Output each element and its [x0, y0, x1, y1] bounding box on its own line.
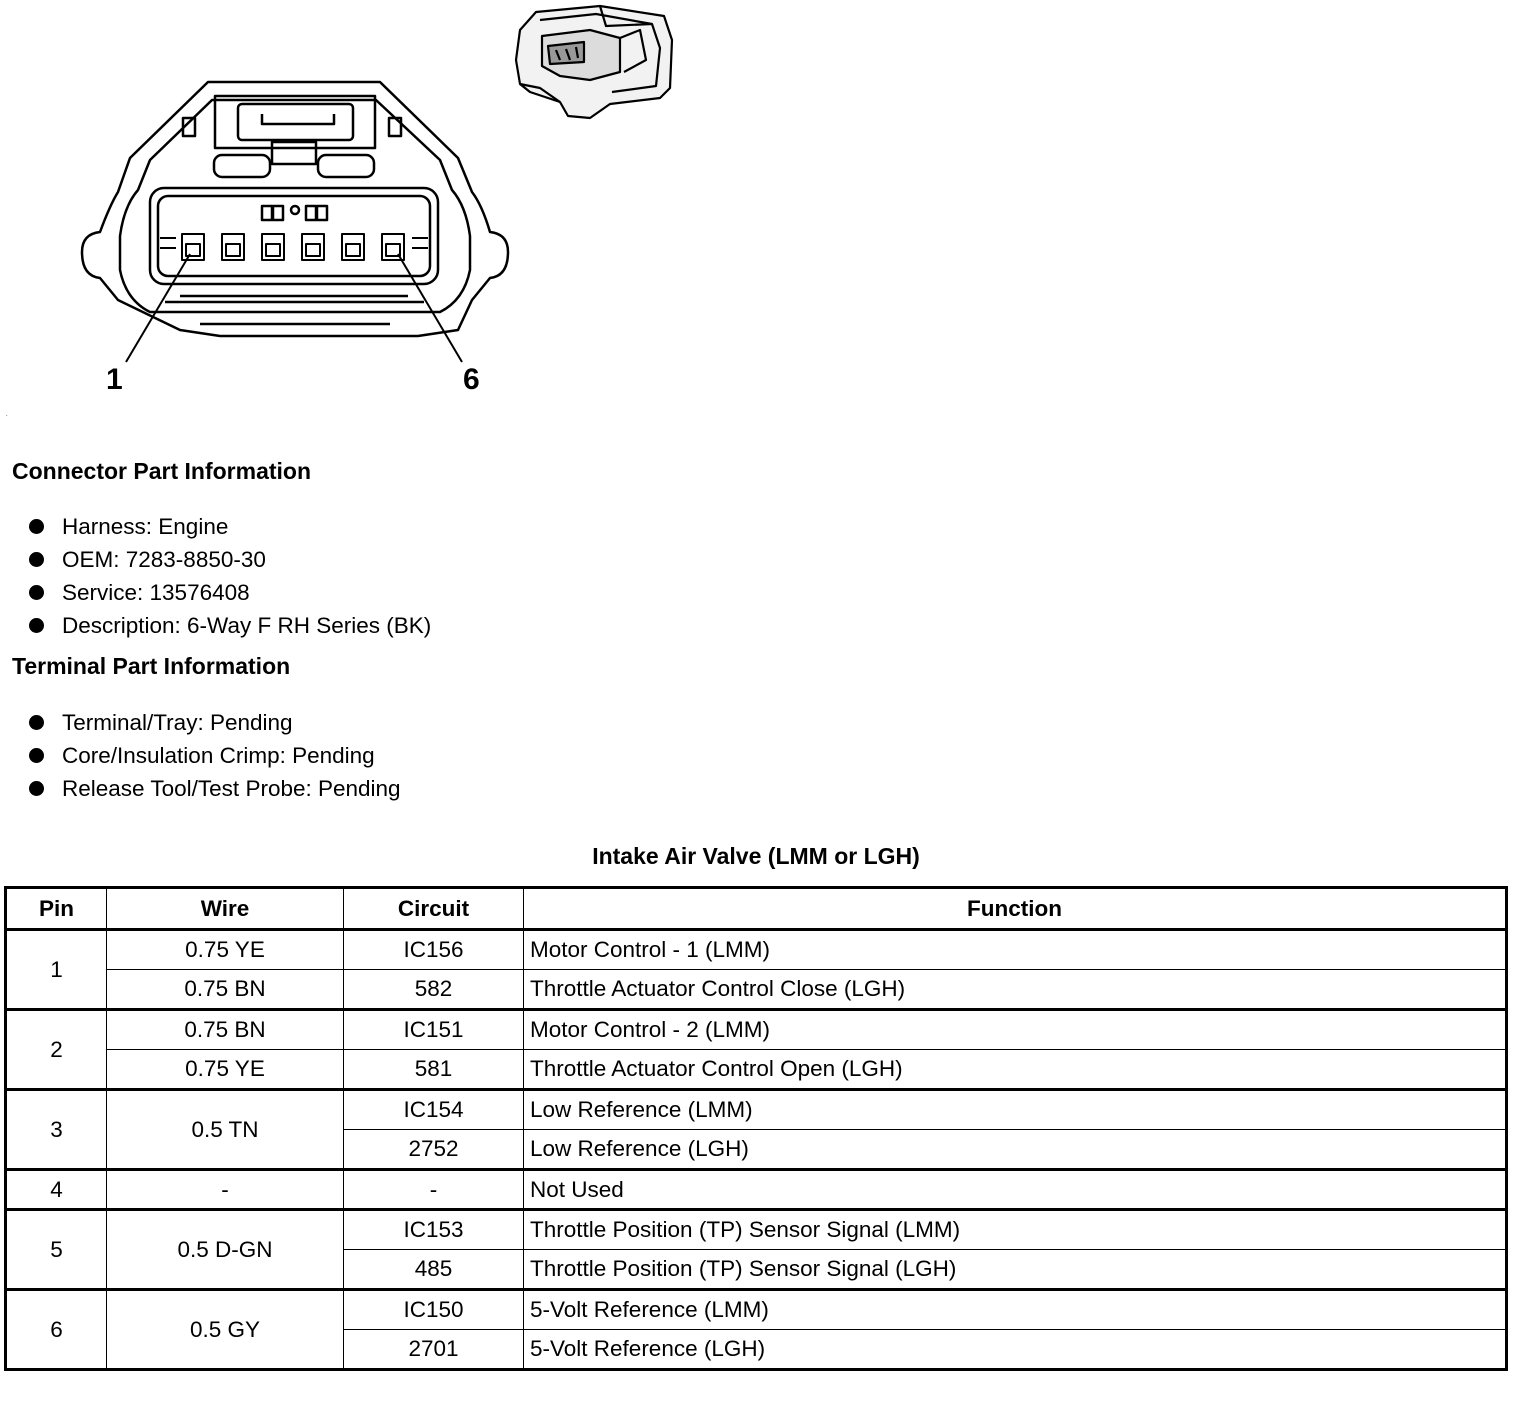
header-function: Function [524, 888, 1507, 930]
terminal-info-heading: Terminal Part Information [12, 653, 291, 679]
pin-cell: 2 [6, 1010, 107, 1090]
function-cell: Throttle Actuator Control Close (LGH) [524, 970, 1507, 1010]
wire-cell: 0.5 TN [107, 1090, 344, 1170]
wire-cell: 0.5 D-GN [107, 1210, 344, 1290]
list-item: Release Tool/Test Probe: Pending [28, 772, 401, 805]
bullet-icon [29, 715, 44, 730]
table-row [6, 1090, 1507, 1130]
table-header-row [6, 888, 1507, 930]
function-cell: Throttle Position (TP) Sensor Signal (LMM) [524, 1210, 1507, 1250]
table-row [6, 1210, 1507, 1250]
function-cell: Throttle Actuator Control Open (LGH) [524, 1050, 1507, 1090]
function-cell: 5-Volt Reference (LGH) [524, 1330, 1507, 1370]
function-cell: Low Reference (LGH) [524, 1130, 1507, 1170]
function-cell: Low Reference (LMM) [524, 1090, 1507, 1130]
circuit-cell: IC156 [344, 930, 524, 970]
wire-cell: 0.75 YE [107, 930, 344, 970]
header-wire: Wire [107, 888, 344, 930]
table-row [6, 1050, 1507, 1090]
circuit-cell: IC153 [344, 1210, 524, 1250]
list-item: Terminal/Tray: Pending [28, 706, 401, 739]
table-row [6, 970, 1507, 1010]
header-circuit: Circuit [344, 888, 524, 930]
function-cell: Motor Control - 2 (LMM) [524, 1010, 1507, 1050]
connector-diagram [0, 0, 700, 420]
circuit-cell: 485 [344, 1250, 524, 1290]
terminal-info-list [28, 706, 401, 805]
list-item: Harness: Engine [28, 510, 431, 543]
list-item: Service: 13576408 [28, 576, 431, 609]
function-cell: Throttle Position (TP) Sensor Signal (LGH) [524, 1250, 1507, 1290]
function-cell: Not Used [524, 1170, 1507, 1210]
pin-1-label: 1 [106, 363, 123, 396]
connector-3d-view [516, 6, 672, 118]
connector-info-list [28, 510, 431, 642]
bullet-icon [29, 618, 44, 633]
bullet-icon [29, 519, 44, 534]
table-row [6, 1290, 1507, 1330]
circuit-cell: 581 [344, 1050, 524, 1090]
svg-text:.: . [6, 412, 8, 418]
circuit-cell: - [344, 1170, 524, 1210]
pin-6-label: 6 [463, 363, 480, 396]
pin-cell: 6 [6, 1290, 107, 1370]
bullet-icon [29, 552, 44, 567]
circuit-cell: 582 [344, 970, 524, 1010]
bullet-icon [29, 781, 44, 796]
circuit-cell: 2752 [344, 1130, 524, 1170]
pin-cell: 5 [6, 1210, 107, 1290]
table-title: Intake Air Valve (LMM or LGH) [592, 843, 920, 869]
wire-cell: 0.75 BN [107, 970, 344, 1010]
circuit-cell: IC154 [344, 1090, 524, 1130]
connector-housing-outline [82, 82, 508, 336]
list-item: Core/Insulation Crimp: Pending [28, 739, 401, 772]
pin-cell: 3 [6, 1090, 107, 1170]
table-row [6, 1170, 1507, 1210]
circuit-cell: IC150 [344, 1290, 524, 1330]
pinout-table [4, 886, 1508, 1371]
function-cell: 5-Volt Reference (LMM) [524, 1290, 1507, 1330]
bullet-icon [29, 585, 44, 600]
circuit-cell: 2701 [344, 1330, 524, 1370]
list-item: OEM: 7283-8850-30 [28, 543, 431, 576]
wire-cell: 0.75 YE [107, 1050, 344, 1090]
wire-cell: - [107, 1170, 344, 1210]
table-row [6, 1010, 1507, 1050]
bullet-icon [29, 748, 44, 763]
connector-info-heading: Connector Part Information [12, 458, 312, 484]
circuit-cell: IC151 [344, 1010, 524, 1050]
wire-cell: 0.5 GY [107, 1290, 344, 1370]
function-cell: Motor Control - 1 (LMM) [524, 930, 1507, 970]
header-pin: Pin [6, 888, 107, 930]
wire-cell: 0.75 BN [107, 1010, 344, 1050]
terminal-cavity-area [150, 188, 438, 284]
terminals [160, 234, 428, 260]
table-row [6, 930, 1507, 970]
list-item: Description: 6-Way F RH Series (BK) [28, 609, 431, 642]
pin-cell: 1 [6, 930, 107, 1010]
pin-cell: 4 [6, 1170, 107, 1210]
